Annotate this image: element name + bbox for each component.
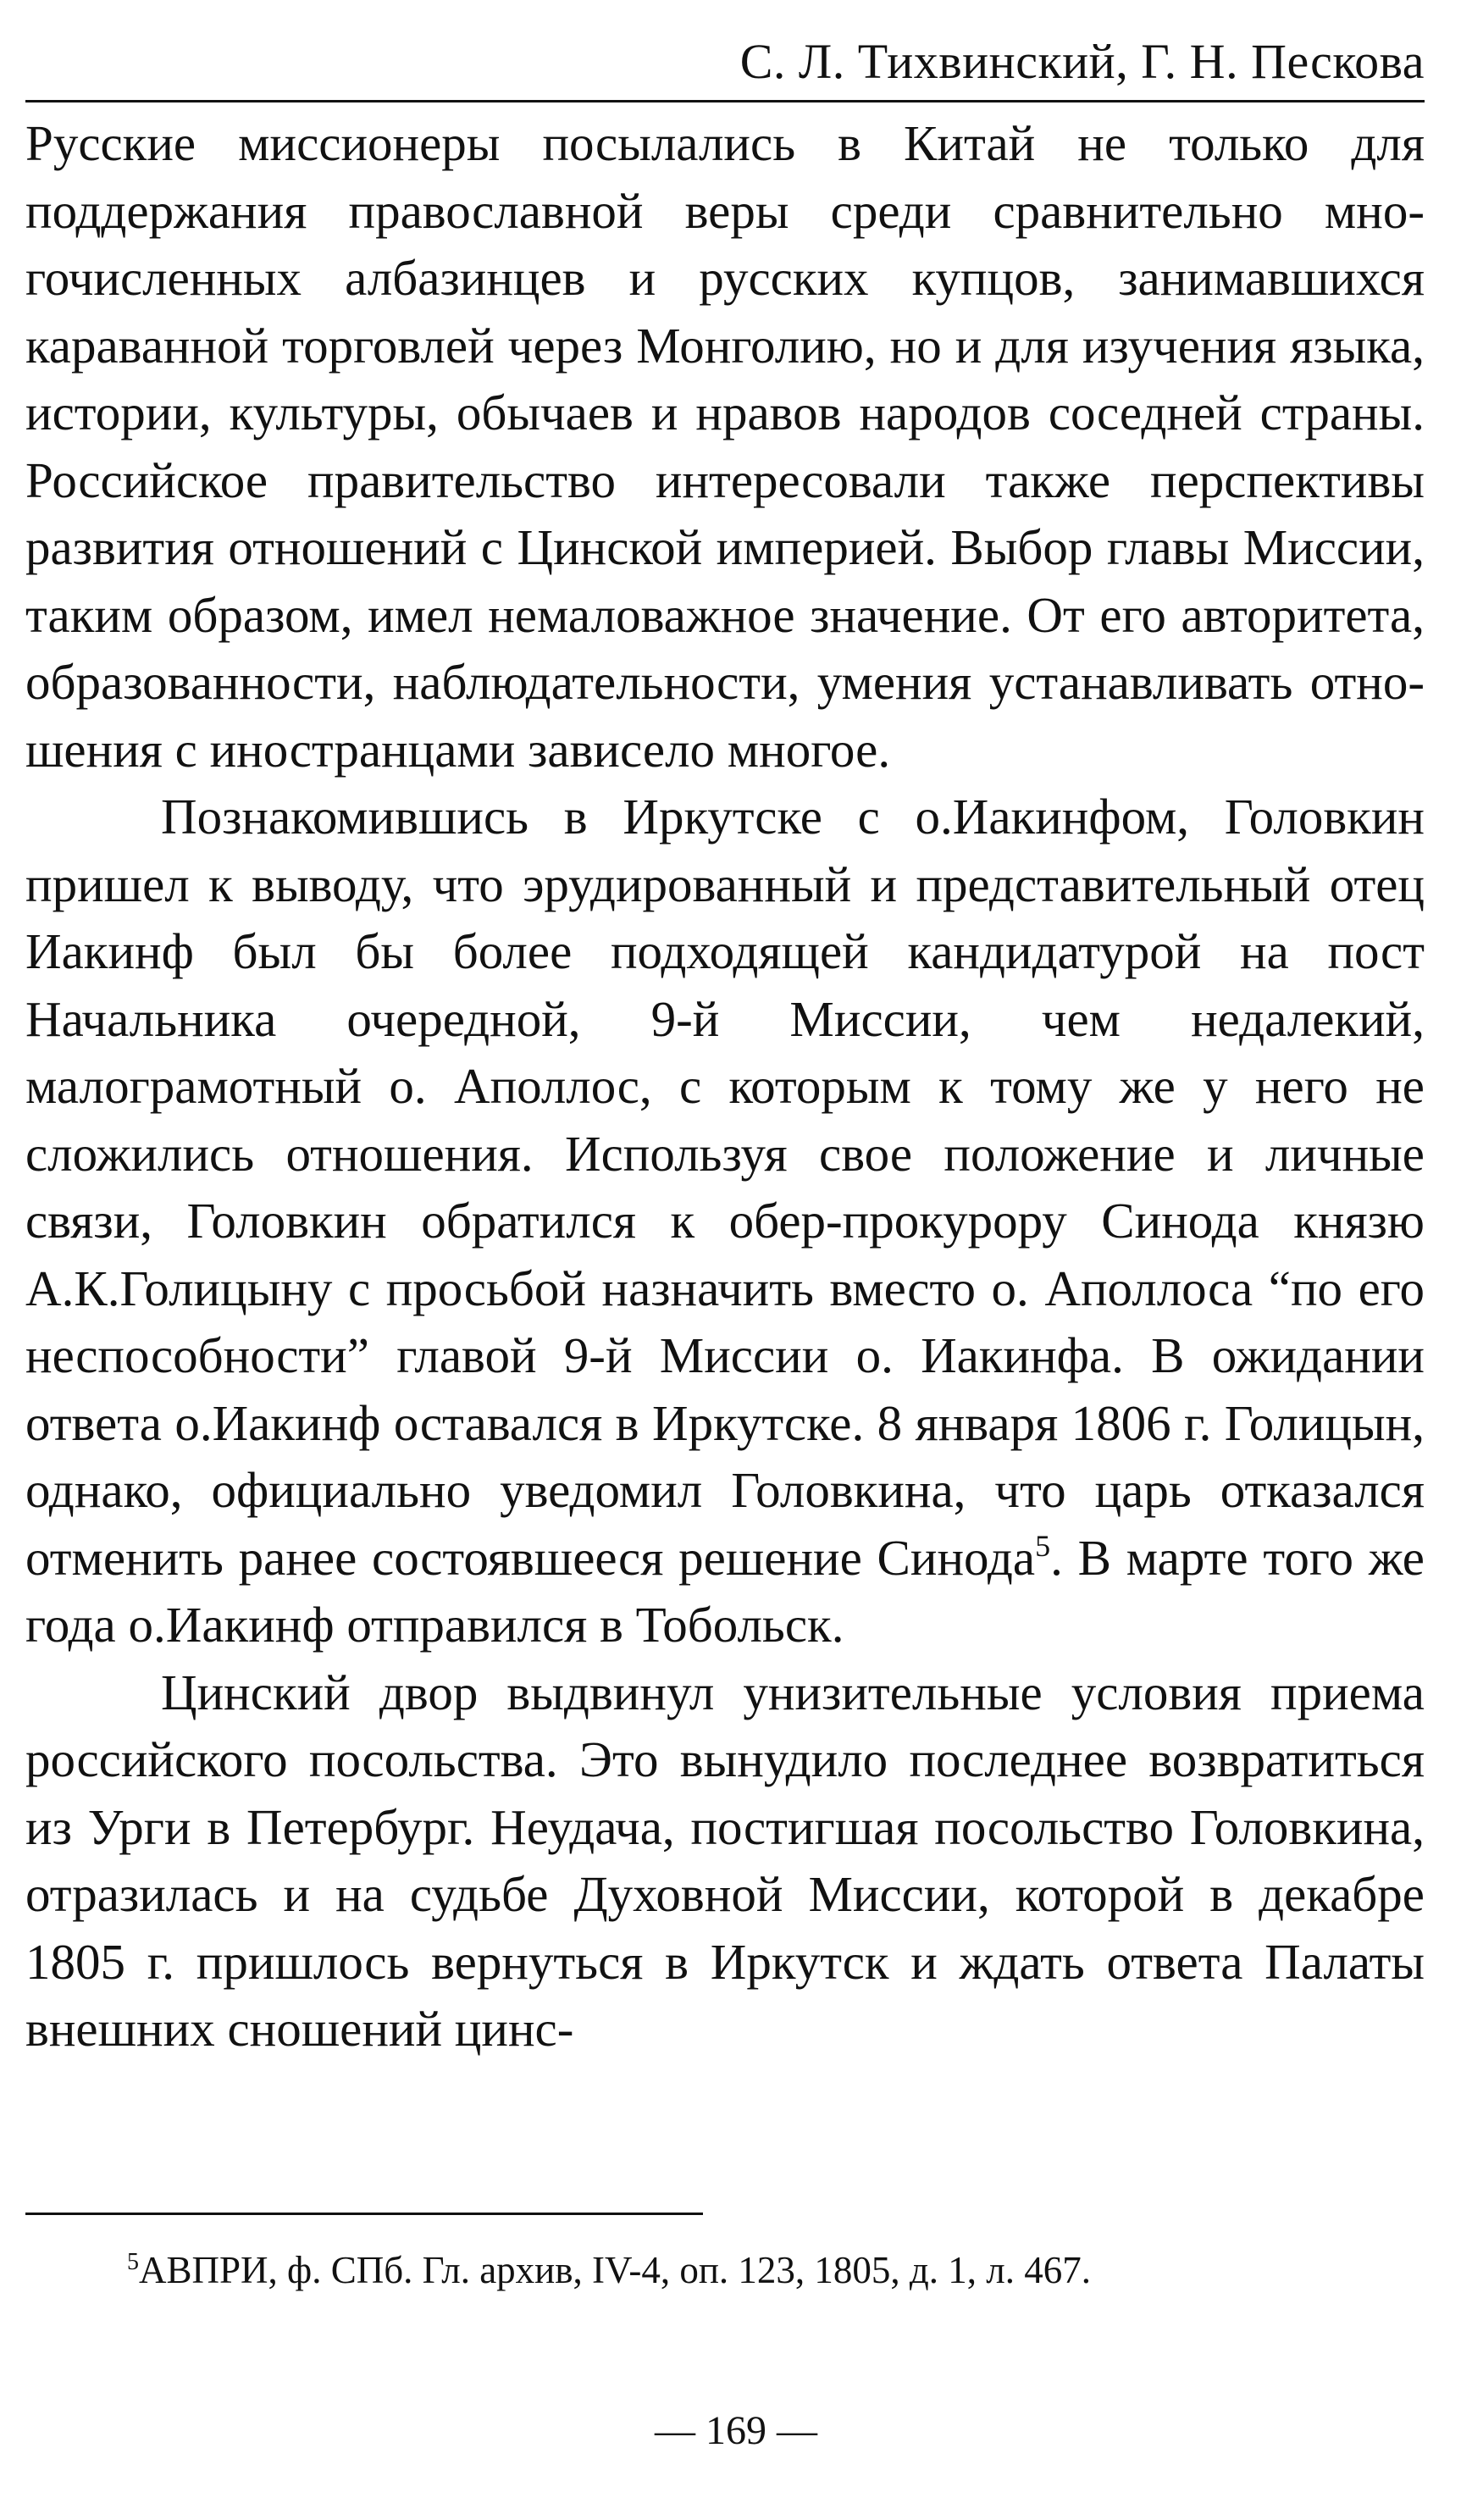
footnote-mark: 5 <box>127 2249 139 2275</box>
page-number: — 169 — <box>655 2408 817 2453</box>
main-text <box>25 110 1425 2063</box>
paragraph-2-text-b: . В марте того же года о.Иакинф отправился в Тобольск. <box>25 1529 1425 1653</box>
footnote-text: АВПРИ, ф. СПб. Гл. архив, IV-4, оп. 123, 1805, д. 1, л. 467. <box>139 2249 1092 2291</box>
footnote <box>127 2246 1397 2294</box>
footnote-reference: 5 <box>1035 1528 1051 1563</box>
paragraph-2 <box>25 784 1425 1659</box>
header-rule <box>25 100 1425 102</box>
paragraph-1: Русские миссионеры посылались в Китай не только для поддержания православной веры среди сравнительно многочисленных албазинцев и русских купцов, занимавшихся караванной торговлей через Монголию, но и для изучения языка, истории, культуры, обычаев и нравов народов соседней страны. Российское правительство интересовали также перспективы развития отношений с Цинской империей. Выбор главы Миссии, таким образом, имел немаловажное значение. От его авторитета, образованности, наблюдательности, умения устанавливать отношения с иностранцами зависело многое. <box>25 115 1425 778</box>
running-head: С. Л. Тихвинский, Г. Н. Пескова <box>739 34 1425 89</box>
footnote-rule <box>25 2213 703 2215</box>
paragraph-3: Цинский двор выдвинул унизительные условия приема российского посольства. Это вынудило последнее возвратиться из Урги в Петербург. Неудача, постигшая посольство Головкина, отразилась и на судьбе Духовной Миссии, которой в декабре 1805 г. пришлось вернуться в Иркутск и ждать ответа Палаты внешних сношений цинс- <box>25 1664 1425 2057</box>
paragraph-2-text-a: Познакомившись в Иркутске с о.Иакинфом, Головкин пришел к выводу, что эрудированный и представительный отец Иакинф был бы более подходящей кандидатурой на пост Начальника очередной, 9-й Миссии, чем недалекий, малограмотный о. Аполлос, с которым к тому же у него не сложились отношения. Используя свое положение и личные связи, Головкин обратился к обер-прокурору Синода князю А.К.Голицыну с просьбой назначить вместо о. Аполлоса “по его неспособности” главой 9-й Миссии о. Иакинфа. В ожидании ответа о.Иакинф оставался в Иркутске. 8 января 1806 г. Голицын, однако, официально уведомил Головкина, что царь отказался отменить ранее состоявшееся решение Синода <box>25 789 1425 1586</box>
